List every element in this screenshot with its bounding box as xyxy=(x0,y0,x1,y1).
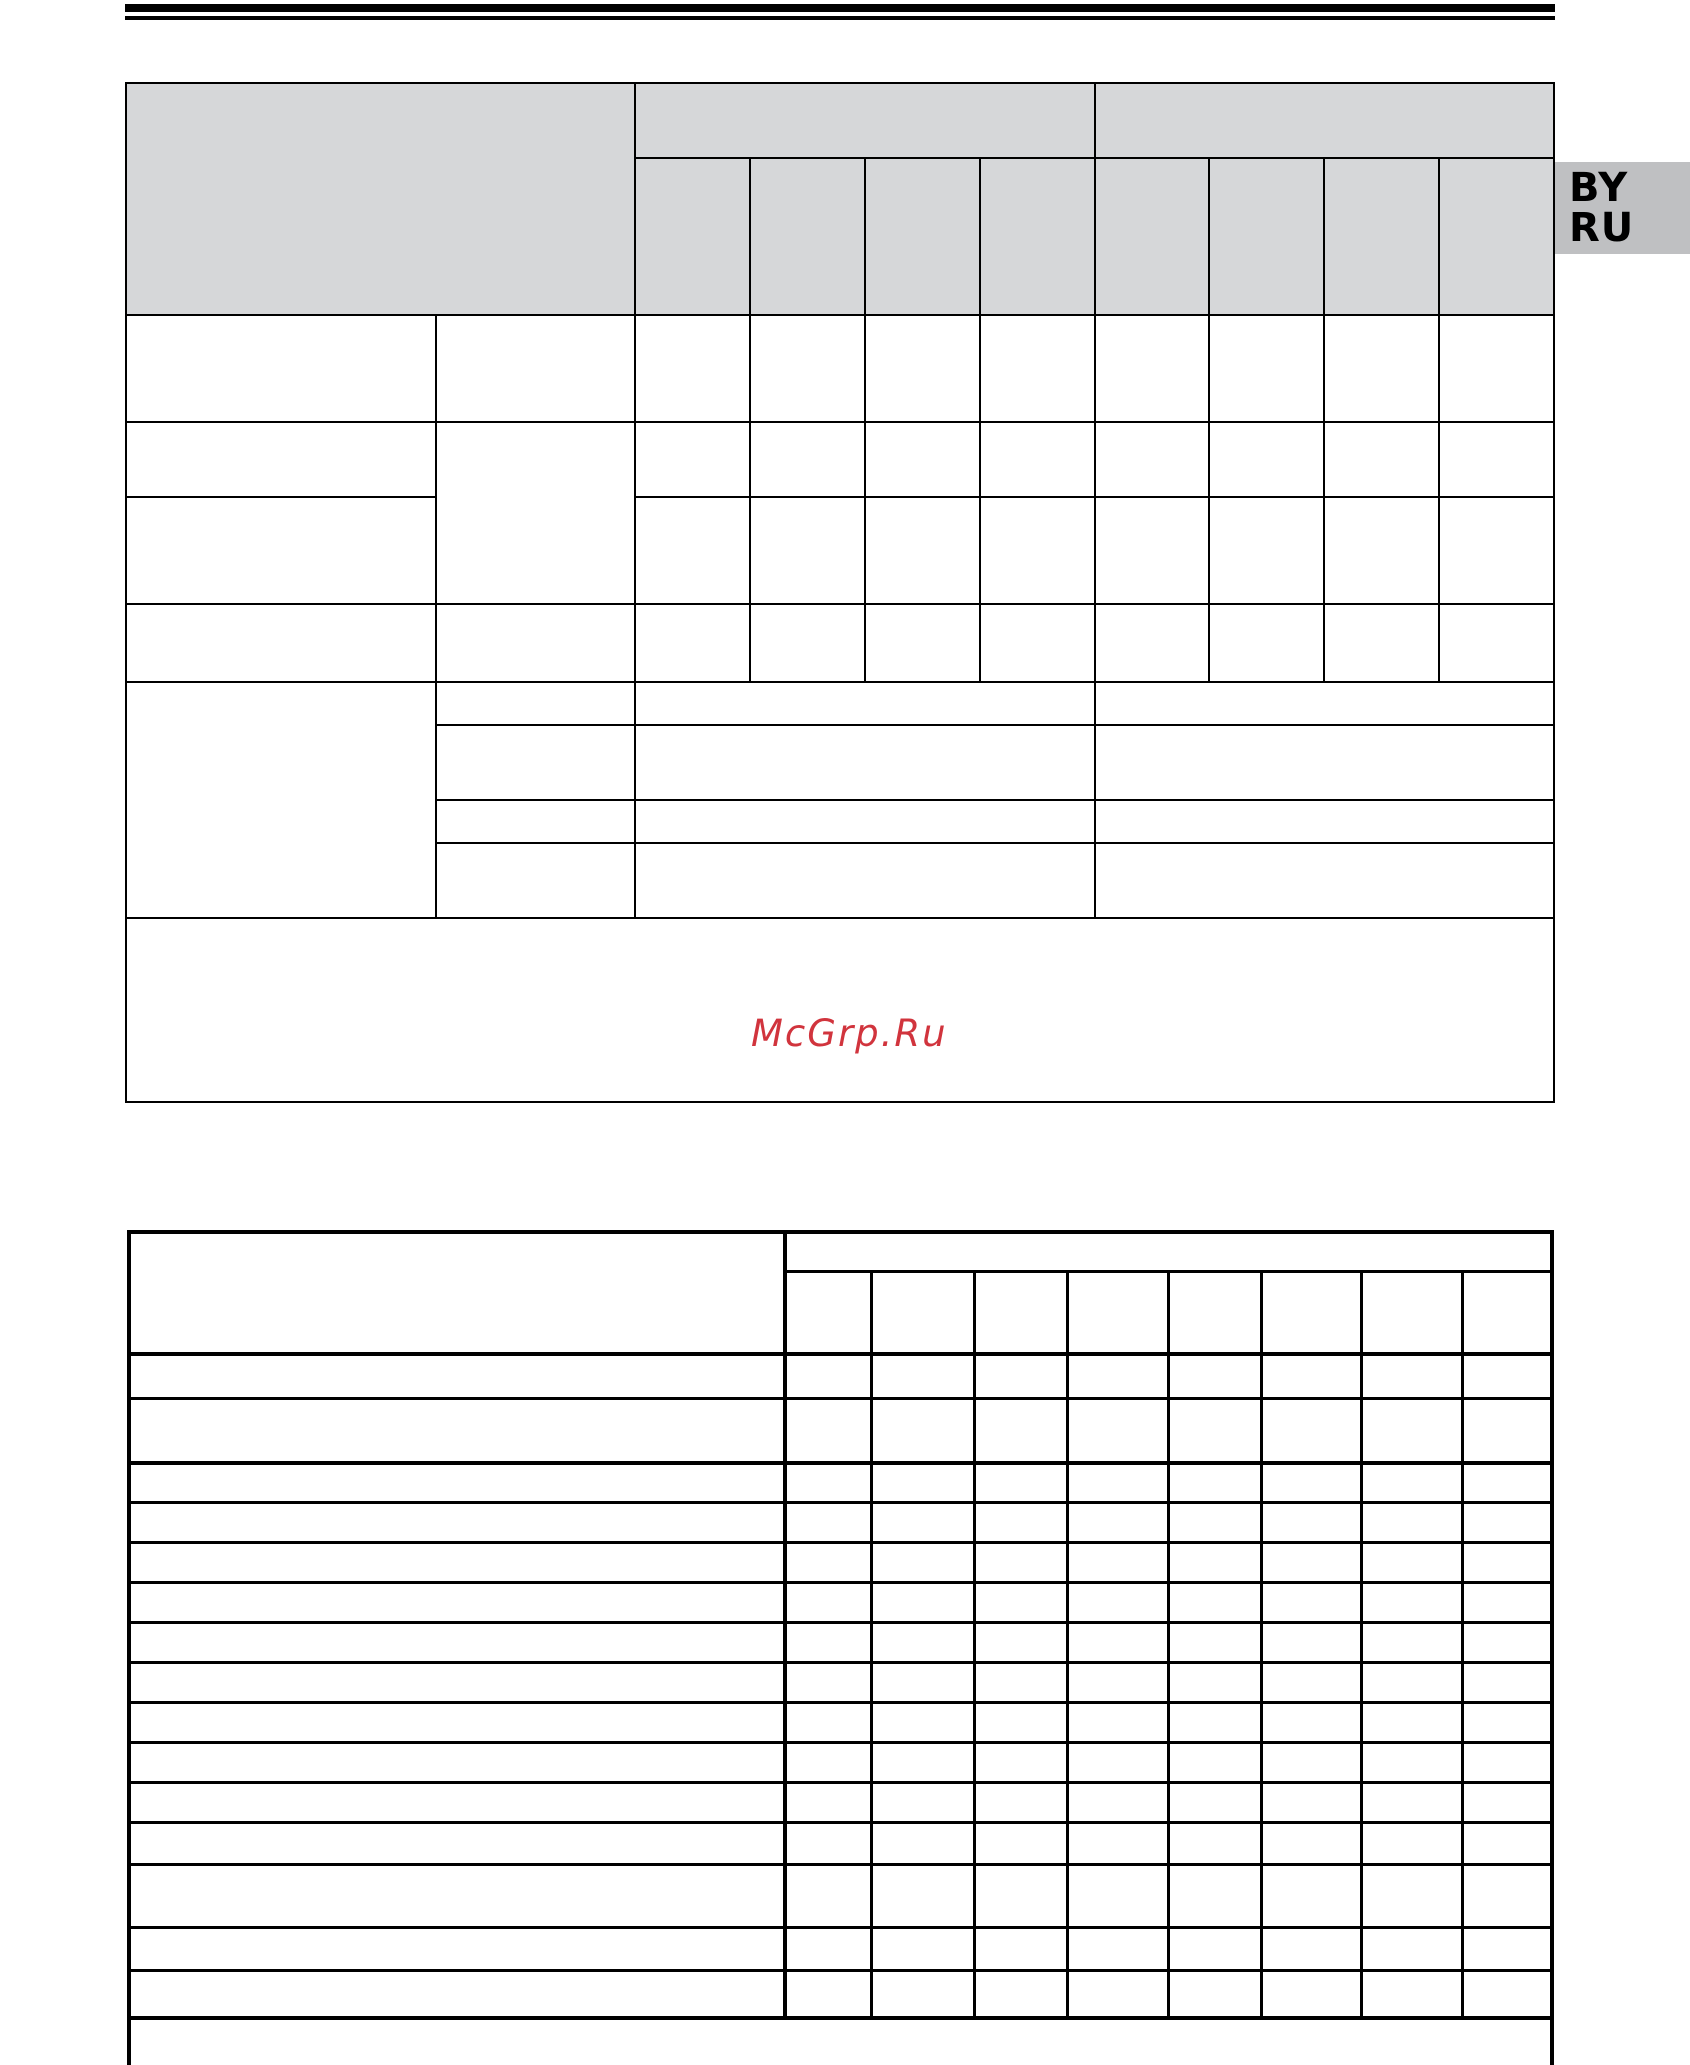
language-tab-by: BY xyxy=(1569,165,1629,211)
table-rule-horizontal xyxy=(127,1701,1554,1704)
table-rule-horizontal xyxy=(127,1863,1554,1866)
table-rule-horizontal xyxy=(436,842,1554,844)
table-rule-vertical xyxy=(125,82,127,1103)
table-rule-horizontal xyxy=(125,1101,1555,1103)
table-rule-vertical xyxy=(634,82,636,918)
table1-header-label-cell xyxy=(126,83,635,314)
table-rule-horizontal xyxy=(127,1781,1554,1784)
table-rule-horizontal xyxy=(127,1969,1554,1972)
language-tab xyxy=(1555,162,1690,254)
table-rule-horizontal xyxy=(127,1397,1554,1400)
table-rule-horizontal xyxy=(127,1621,1554,1624)
table-rule-horizontal xyxy=(127,1926,1554,1929)
table-rule-vertical xyxy=(979,157,981,682)
table-rule-vertical xyxy=(1167,1271,1170,2019)
table-rule-horizontal xyxy=(125,314,1555,316)
table-rule-horizontal xyxy=(125,603,1555,605)
table-rule-vertical xyxy=(1260,1271,1263,2019)
table-rule-vertical xyxy=(1461,1271,1464,2019)
table-rule-horizontal xyxy=(127,1581,1554,1584)
table-rule-horizontal xyxy=(125,917,1555,919)
table-rule-horizontal xyxy=(127,1501,1554,1504)
table-rule-vertical xyxy=(1066,1271,1069,2019)
table-rule-vertical xyxy=(435,314,437,918)
table-rule-vertical xyxy=(783,1230,787,2019)
table-rule-horizontal xyxy=(127,1821,1554,1824)
table-rule-vertical xyxy=(1438,157,1440,682)
table-rule-horizontal xyxy=(436,724,1554,726)
watermark: McGrp.Ru xyxy=(751,1012,948,1055)
table-rule-vertical xyxy=(1323,157,1325,682)
top-rule-thin xyxy=(125,16,1555,20)
table-rule-vertical xyxy=(973,1271,976,2019)
table-rule-horizontal xyxy=(125,421,1555,423)
table-rule-horizontal xyxy=(127,1352,1554,1356)
table-rule-vertical xyxy=(1553,82,1555,1103)
table-rule-vertical xyxy=(1094,82,1096,918)
table-rule-horizontal xyxy=(436,799,1554,801)
table-rule-vertical xyxy=(870,1271,873,2019)
table-rule-vertical xyxy=(1360,1271,1363,2019)
table-rule-vertical xyxy=(749,157,751,682)
table-rule-horizontal xyxy=(127,1661,1554,1664)
table-rule-horizontal xyxy=(127,1230,1554,1234)
table-rule-horizontal xyxy=(125,82,1555,84)
table-rule-vertical xyxy=(1208,157,1210,682)
table-rule-horizontal xyxy=(127,1541,1554,1544)
table2-footer-row xyxy=(129,2018,1549,2062)
language-tab-ru: RU xyxy=(1569,205,1635,251)
table-rule-horizontal xyxy=(127,1461,1554,1465)
top-rule-thick xyxy=(125,4,1555,12)
table-rule-vertical xyxy=(864,157,866,682)
table-rule-horizontal xyxy=(125,496,437,498)
table-rule-horizontal xyxy=(127,1741,1554,1744)
table-rule-horizontal xyxy=(125,681,1555,683)
